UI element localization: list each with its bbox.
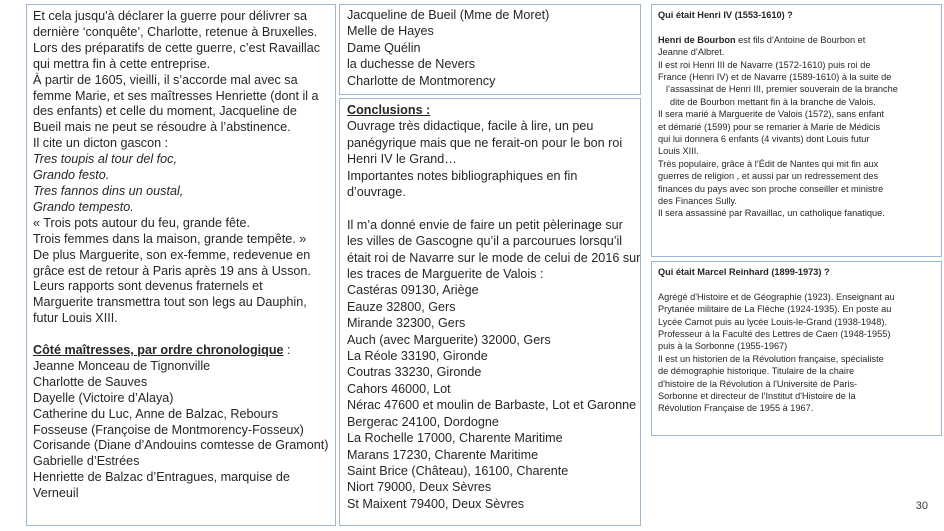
text-line: Très populaire, grâce à l’Édit de Nantes qui mit fin aux [658, 158, 879, 169]
place-item: Nérac 47600 et moulin de Barbaste, Lot et Garonne [347, 398, 637, 413]
place-item: Mirande 32300, Gers [347, 316, 466, 331]
dicton-line: Grando festo. [33, 168, 110, 183]
text-line: Il sera assassiné par Ravaillac, un catholique fanatique. [658, 208, 885, 219]
mistress-item: Melle de Hayes [347, 24, 434, 39]
text-line: Prytanée militaire de La Flèche (1924-1935). En poste au [658, 304, 892, 315]
dicton-line: Grando tempesto. [33, 199, 134, 214]
text-line: femme Marie, et ses maîtresses Henriette (dont il a [33, 88, 319, 103]
text-line: Marguerite transmettra tout son legs au Dauphin, [33, 295, 307, 310]
text-line: guerres de religion , et aussi par un redressement des [658, 171, 879, 182]
place-item: St Maixent 79400, Deux Sèvres [347, 496, 525, 511]
place-item: Bergerac 24100, Dordogne [347, 414, 499, 429]
text-line: Il cite un dicton gascon : [33, 136, 169, 151]
mistress-item: Jeanne Monceau de Tignonville [33, 358, 211, 373]
text-line: de démographie historique. Titulaire de la chaire [658, 366, 855, 377]
marcel-reinhard-box [651, 261, 942, 436]
dicton-line: Tres toupis al tour del foc, [33, 152, 177, 167]
henri-intro-rest: est fils d’Antoine de Bourbon et [735, 34, 866, 45]
dicton-line: Tres fannos dins un oustal, [33, 183, 184, 198]
text-line: Trois femmes dans la maison, grande tempête. » [33, 231, 307, 246]
henri-iv-box [651, 4, 942, 257]
mistress-item: Dame Quélin [347, 40, 421, 55]
conclusions-box [339, 98, 641, 526]
text-line: puis à la Sorbonne (1955-1967) [658, 341, 788, 352]
mistress-item: Gabrielle d’Estrées [33, 454, 140, 469]
text-line: Henri IV le Grand… [347, 152, 457, 167]
mistress-item: Jacqueline de Bueil (Mme de Moret) [347, 8, 550, 22]
text-line: Importantes notes bibliographiques en fin [347, 168, 578, 183]
place-item: Castéras 09130, Ariège [347, 283, 479, 298]
mistress-item: Henriette de Balzac d’Entragues, marquise de [33, 470, 290, 485]
text-line: Bueil mais ne peut se résoudre à l’abstinence. [33, 120, 291, 135]
mistress-item: Catherine du Luc, Anne de Balzac, Rebours [33, 406, 279, 421]
mistresses-heading-colon: : [283, 343, 291, 358]
text-line: Il est roi Henri III de Navarre (1572-1610) puis roi de [658, 59, 871, 70]
text-line: À partir de 1605, vieilli, il s’accorde mal avec sa [33, 72, 298, 87]
henri-iv-intro [658, 34, 935, 46]
text-line: était roi de Navarre sur le mode de celui de 2016 sur [347, 250, 641, 265]
place-item: Eauze 32800, Gers [347, 299, 456, 314]
text-line: et démarié (1599) pour se remarier à Marie de Médicis [658, 121, 881, 132]
place-item: Marans 17230, Charente Maritime [347, 447, 539, 462]
conclusions-heading: Conclusions : [347, 103, 431, 117]
mistress-item: Dayelle (Victoire d’Alaya) [33, 390, 174, 405]
text-line: grâce est de retour à Paris après 19 ans à Usson. [33, 263, 311, 278]
left-text-box [26, 4, 336, 526]
mistress-item: la duchesse de Nevers [347, 57, 476, 72]
text-line: les traces de Marguerite de Valois : [347, 267, 544, 282]
text-line: dite de Bourbon mettant fin à la branche de Valois. [670, 96, 876, 107]
text-line: l’assassinat de Henri III, premier souverain de la branche [666, 84, 898, 95]
mistress-item: Charlotte de Sauves [33, 374, 148, 389]
mistresses-heading-line [33, 343, 329, 359]
place-item: Niort 79000, Deux Sèvres [347, 480, 492, 495]
henri-iv-title: Qui était Henri IV (1553-1610) ? [658, 10, 793, 20]
mistress-item: Verneuil [33, 486, 79, 501]
text-line: De plus Marguerite, son ex-femme, redevenue en [33, 247, 311, 262]
mistress-item: Charlotte de Montmorency [347, 73, 496, 88]
text-line: qui lui donnera 6 enfants (4 vivants) dont Louis futur [658, 134, 870, 145]
text-line: Et cela jusqu'à déclarer la guerre pour délivrer sa [33, 9, 308, 23]
text-line: Il est un historien de la Révolution française, spécialiste [658, 353, 884, 364]
text-line: Professeur à la Faculté des Lettres de Caen (1948-1955) [658, 329, 891, 340]
mistress-item: Corisande (Diane d’Andouins comtesse de Gramont) [33, 438, 329, 453]
text-line: d'histoire de la Révolution à l'Université de Paris- [658, 378, 858, 389]
text-line: des Finances Sully. [658, 196, 737, 207]
text-line: les villes de Gascogne qu’il a parcourues lorsqu’il [347, 234, 623, 249]
place-item: Coutras 33230, Gironde [347, 365, 482, 380]
mistress-item: Fosseuse (Françoise de Montmorency-Fosseux) [33, 422, 304, 437]
text-line: dernière ‘conquête’, Charlotte, retenue à Bruxelles. [33, 24, 318, 39]
text-line: qui mettra fin à cette entreprise. [33, 56, 211, 71]
text-line: « Trois pots autour du feu, grande fête. [33, 215, 251, 230]
text-line: Il sera marié à Marguerite de Valois (1572), sans enfant [658, 109, 885, 120]
henri-name: Henri de Bourbon [658, 34, 736, 45]
text-line: futur Louis XIII. [33, 311, 118, 326]
text-line: Révolution Française de 1955 à 1967. [658, 403, 814, 414]
text-line: panégyrique mais que ne ferait-on pour le bon roi [347, 135, 623, 150]
place-item: Saint Brice (Château), 16100, Charente [347, 463, 569, 478]
text-line: d’ouvrage. [347, 185, 406, 200]
text-line: Lycée Carnot puis au lycée Louis-le-Grand (1938-1948). [658, 316, 887, 327]
text-line: finances du pays avec son proche conseiller et ministre [658, 183, 884, 194]
reinhard-title: Qui était Marcel Reinhard (1899-1973) ? [658, 267, 830, 277]
place-item: Cahors 46000, Lot [347, 381, 451, 396]
text-line: Leurs rapports sont devenus fraternels et [33, 279, 263, 294]
place-item: Auch (avec Marguerite) 32000, Gers [347, 332, 551, 347]
place-item: La Rochelle 17000, Charente Maritime [347, 431, 563, 446]
text-line: Jeanne d’Albret. [658, 47, 725, 58]
page-number: 30 [915, 500, 928, 512]
text-line: Louis XIII. [658, 146, 699, 157]
text-line: Lors des préparatifs de cette guerre, c’est Ravaillac [33, 40, 320, 55]
text-line: Agrégé d'Histoire et de Géographie (1923). Enseignant au [658, 291, 895, 302]
mistresses-heading: Côté maîtresses, par ordre chronologique [33, 343, 284, 358]
text-line: des enfants) et celle du moment, Jacqueline de [33, 104, 297, 119]
place-item: La Réole 33190, Gironde [347, 349, 488, 364]
text-line: Il m’a donné envie de faire un petit pèlerinage sur [347, 217, 623, 232]
text-line: Ouvrage très didactique, facile à lire, un peu [347, 119, 594, 134]
text-line: France (Henri IV) et de Navarre (1589-1610) à la suite de [658, 72, 892, 83]
mistresses-continued-box [339, 4, 641, 95]
text-line: Sorbonne et directeur de l'Institut d'Histoire de la [658, 391, 856, 402]
